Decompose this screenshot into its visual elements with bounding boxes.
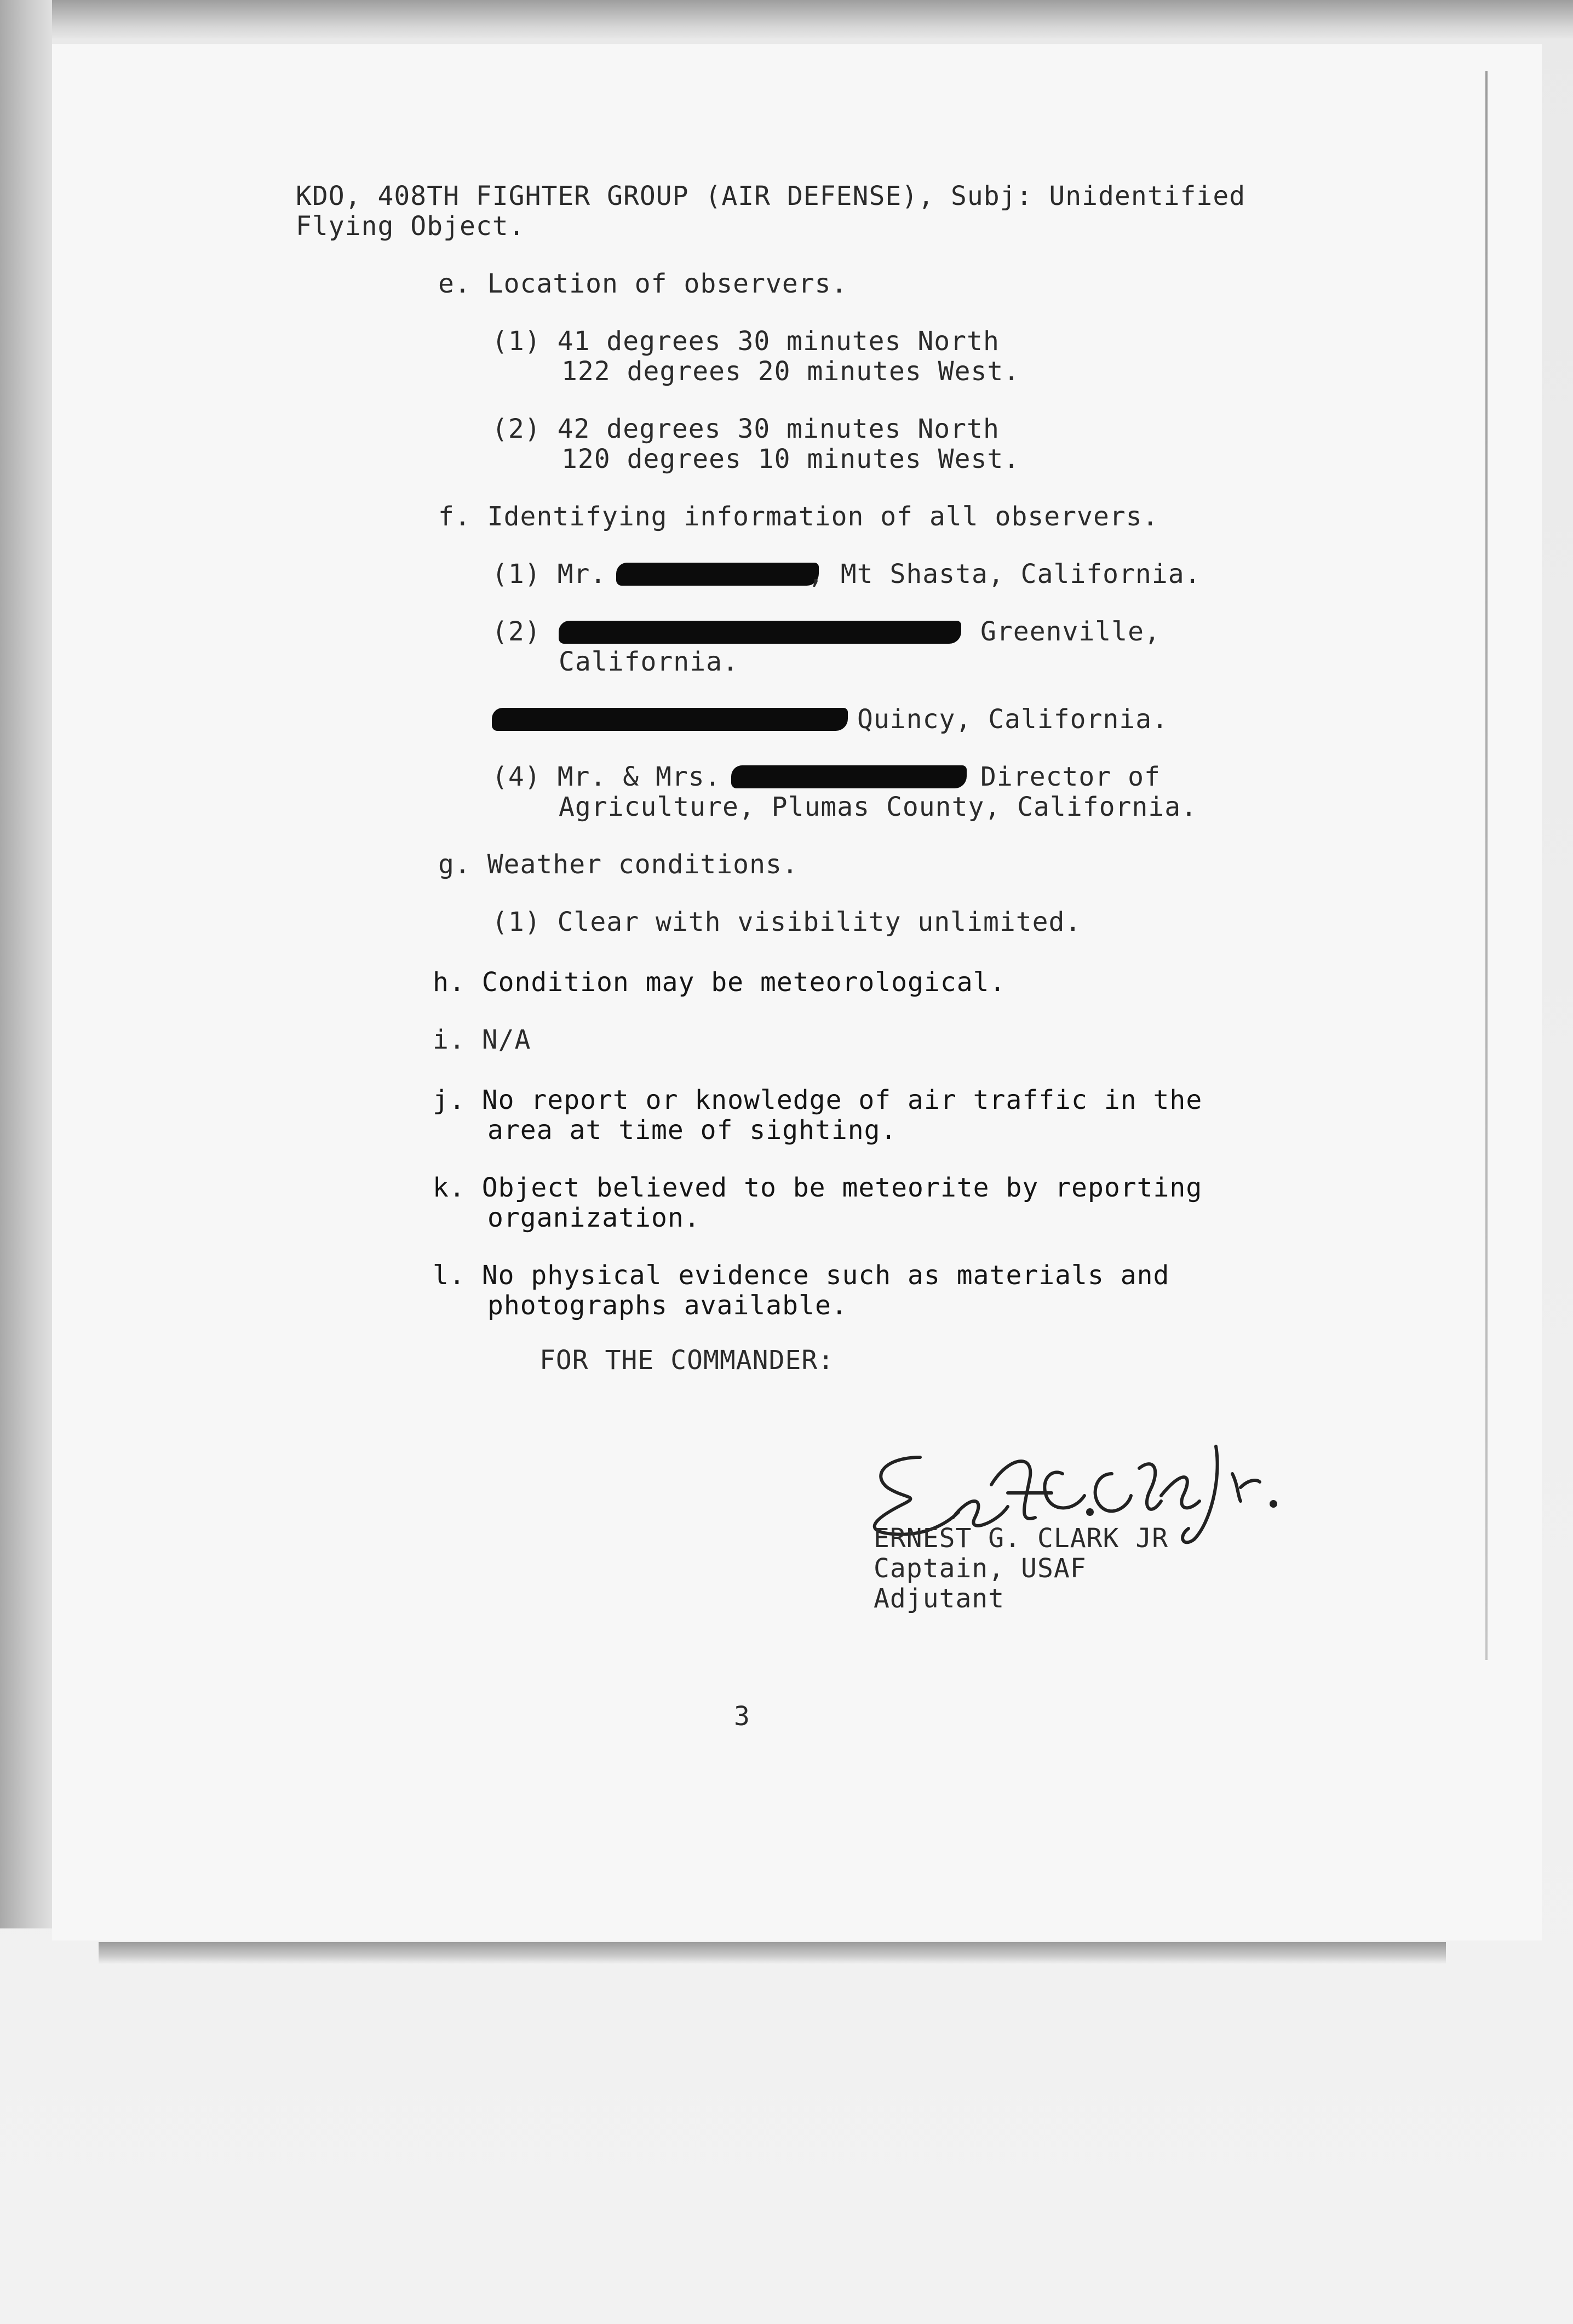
item-k-line2: organization. xyxy=(487,1203,701,1233)
item-f-label: f. Identifying information of all observers. xyxy=(438,501,1159,532)
item-f-sub3-suffix: Quincy, California. xyxy=(857,704,1169,735)
item-e-label: e. Location of observers. xyxy=(438,268,848,299)
item-e-sub2-line1: (2) 42 degrees 30 minutes North xyxy=(492,414,1000,444)
item-j-line1: j. No report or knowledge of air traffic in the xyxy=(433,1085,1203,1115)
item-f-sub2-line2: California. xyxy=(559,646,739,677)
item-j-line2: area at time of sighting. xyxy=(487,1115,897,1146)
redaction-bar xyxy=(559,621,961,644)
item-f-sub2-prefix: (2) xyxy=(492,616,541,647)
item-e-sub2-line2: 120 degrees 10 minutes West. xyxy=(561,444,1020,474)
item-f-sub1-suffix: , Mt Shasta, California. xyxy=(808,559,1201,589)
signatory-name: ERNEST G. CLARK JR xyxy=(874,1523,1169,1554)
item-f-sub4-prefix: (4) Mr. & Mrs. xyxy=(492,762,721,792)
closing-line: FOR THE COMMANDER: xyxy=(539,1345,835,1376)
item-h: h. Condition may be meteorological. xyxy=(433,967,1006,998)
item-e-sub1-line2: 122 degrees 20 minutes West. xyxy=(561,356,1020,387)
redaction-bar xyxy=(616,563,819,586)
item-l-line1: l. No physical evidence such as materials and xyxy=(433,1260,1170,1291)
item-e-sub1-line1: (1) 41 degrees 30 minutes North xyxy=(492,326,1000,357)
page-number: 3 xyxy=(734,1701,750,1732)
redaction-bar xyxy=(731,765,967,788)
item-f-sub2-suffix: Greenville, xyxy=(980,616,1161,647)
page-bottom-shadow xyxy=(99,1942,1446,1964)
signatory-rank: Captain, USAF xyxy=(874,1553,1087,1584)
item-g-label: g. Weather conditions. xyxy=(438,849,799,880)
photo-top-edge xyxy=(0,0,1573,38)
signatory-title: Adjutant xyxy=(874,1583,1005,1614)
header-line-2: Flying Object. xyxy=(296,211,525,242)
page-right-border xyxy=(1485,71,1488,1660)
signature-text: Ernest G. Clark Jr. xyxy=(854,1435,861,1436)
item-l-line2: photographs available. xyxy=(487,1290,848,1321)
photo-left-edge xyxy=(0,0,52,1928)
item-k-line1: k. Object believed to be meteorite by reporting xyxy=(433,1172,1203,1203)
item-i: i. N/A xyxy=(433,1024,531,1055)
redaction-bar xyxy=(492,708,848,731)
item-f-sub4-line2: Agriculture, Plumas County, California. xyxy=(559,792,1198,822)
header-line-1: KDO, 408TH FIGHTER GROUP (AIR DEFENSE), Subj: Unidentified xyxy=(296,181,1246,211)
item-f-sub1-prefix: (1) Mr. xyxy=(492,559,607,589)
item-g-sub1: (1) Clear with visibility unlimited. xyxy=(492,907,1082,937)
item-f-sub4-suffix: Director of xyxy=(980,762,1161,792)
